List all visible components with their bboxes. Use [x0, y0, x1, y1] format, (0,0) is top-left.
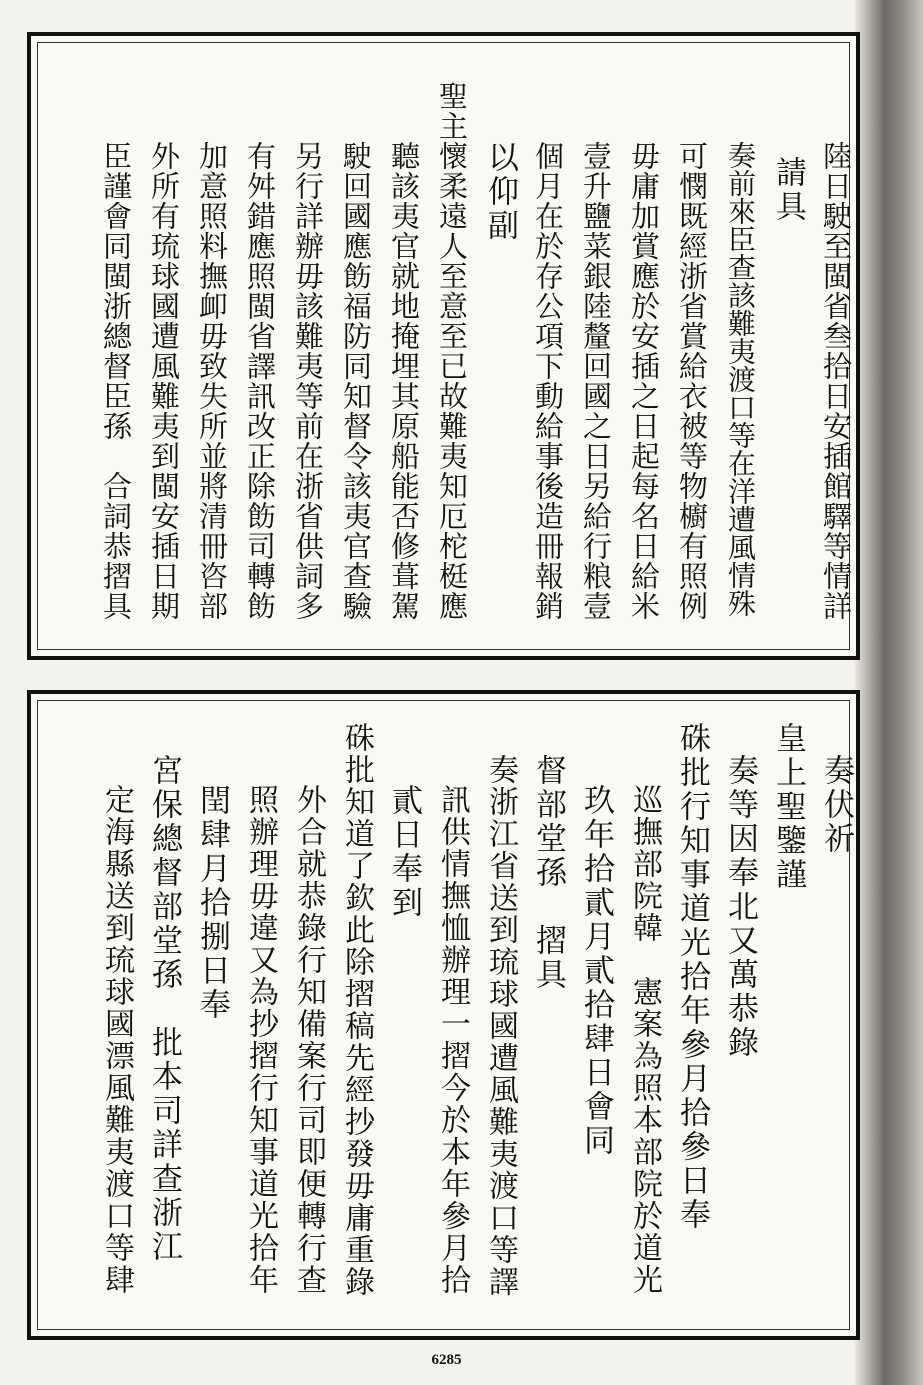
- text-column: 督部堂孫 摺具: [530, 754, 566, 992]
- text-column: 個月在於存公項下動給事後造冊報銷: [531, 141, 565, 621]
- text-column: 硃批知道了欽此除摺稿先經抄發毋庸重錄: [339, 722, 374, 1298]
- text-column: 臣謹會同閩浙總督臣孫 合詞恭摺具: [99, 141, 133, 621]
- text-column: 以仰副: [482, 141, 518, 243]
- text-column: 聖主懷柔遠人至意至已故難夷知厄柁梃應: [435, 81, 469, 621]
- page-number: 6285: [431, 1352, 462, 1368]
- text-column: 有舛錯應照閩省譯訊改正除飭司轉飭: [243, 141, 277, 621]
- text-column: 皇上聖鑒謹: [770, 722, 806, 892]
- text-column: 駛回國應飭福防同知督令該夷官查驗: [339, 141, 373, 621]
- text-column: 奏伏祈: [818, 754, 854, 856]
- text-column: 貳日奉到: [386, 784, 422, 920]
- text-column: 閏肆月拾捌日奉: [194, 784, 230, 1022]
- text-column: 壹升鹽菜銀陸釐回國之日另給行粮壹: [579, 141, 613, 621]
- text-column: 可憫既經浙省賞給衣被等物櫥有照例: [675, 141, 709, 621]
- bottom-document-panel: [27, 690, 860, 1340]
- book-binding-shadow: [853, 0, 923, 1385]
- text-column: 外合就恭錄行知備案行司即便轉行查: [291, 784, 326, 1296]
- text-column: 訊供情撫恤辦理一摺今於本年參月拾: [435, 784, 470, 1296]
- text-column: 加意照料撫卹毋致失所並將清冊咨部: [195, 141, 229, 621]
- text-column: 奏前來臣查該難夷渡口等在洋遭風情殊: [724, 141, 757, 617]
- text-column: 巡撫部院韓 憲案為照本部院於道光: [627, 784, 662, 1296]
- text-column: 聽該夷官就地掩埋其原船能否修葺駕: [387, 141, 421, 621]
- text-column: 硃批行知事道光拾年參月拾參日奉: [674, 722, 710, 1232]
- text-column: 定海縣送到琉球國漂風難夷渡口等肆: [99, 784, 134, 1296]
- text-column: 另行詳辦毋該難夷等前在浙省供詞多: [291, 141, 325, 621]
- text-column: 奏浙江省送到琉球國遭風難夷渡口等譯: [483, 754, 518, 1298]
- top-document-panel: [27, 32, 860, 660]
- text-column: 照辦理毋違又為抄摺行知事道光拾年: [243, 784, 278, 1296]
- text-column: 毋庸加賞應於安插之日起每名日給米: [627, 141, 661, 621]
- text-column: 陸日駛至閩省叁拾日安插館驛等情詳: [819, 141, 853, 621]
- text-column: 玖年拾貳月貳拾肆日會同: [578, 784, 614, 1158]
- text-column: 請具: [770, 156, 806, 224]
- text-column: 宮保總督部堂孫 批本司詳查浙江: [146, 754, 182, 1264]
- text-column: 奏等因奉北又萬恭錄: [722, 754, 758, 1060]
- text-column: 外所有琉球國遭風難夷到閩安插日期: [147, 141, 181, 621]
